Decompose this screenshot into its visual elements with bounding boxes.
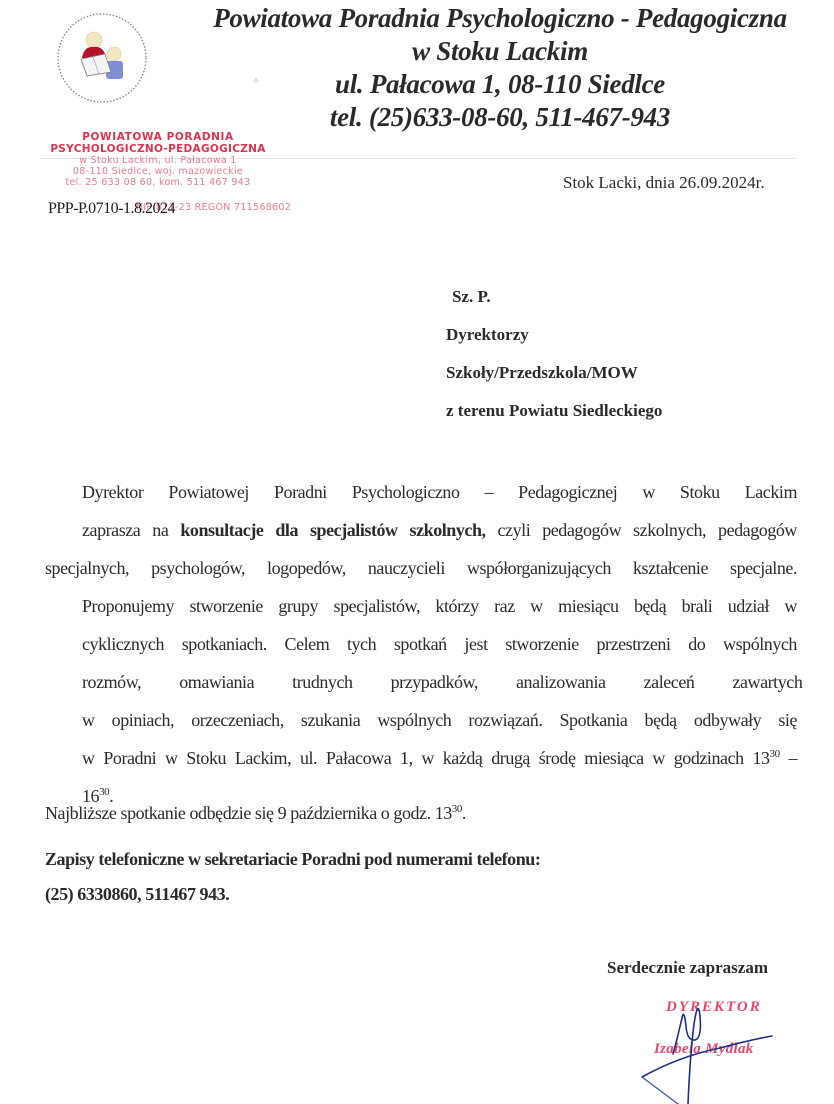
letterhead-address: ul. Pałacowa 1, 08-110 Siedlce [335,69,665,99]
paragraph-line: Dyrektor Powiatowej Poradni Psychologiczno – Pedagogicznej w Stoku Lackim [82,482,797,502]
paragraph-line: w opiniach, orzeczeniach, szukania wspólnych rozwiązań. Spotkania będą odbywały się [82,710,797,730]
superscript: 30 [769,748,780,760]
text-run: Najbliższe spotkanie odbędzie się 9 października o godz. 13 [45,803,452,823]
handwritten-signature-icon [640,996,780,1104]
superscript: 30 [99,786,110,798]
text-run: – [779,748,797,768]
date-line: Stok Lacki, dnia 26.09.2024r. [563,173,765,192]
addressee-line-3: z terenu Powiatu Siedleckiego [446,401,663,420]
stamp-line-1: POWIATOWA PORADNIA [82,131,234,143]
text-run: . [109,786,114,806]
paragraph-line: cyklicznych spotkaniach. Celem tych spotkań jest stworzenie przestrzeni do wspólnych [82,634,797,654]
scan-mark-icon: ⟡ [253,75,259,85]
invitation-paragraph [45,473,803,815]
letterhead-phone: tel. (25)633-08-60, 511-467-943 [329,102,671,132]
reference-number: PPP-P.0710-1.8.2024 [48,200,175,217]
signup-info: Zapisy telefoniczne w sekretariacie Poradni pod numerami telefonu: [45,849,541,869]
paragraph-line [45,739,797,777]
closing-phrase: Serdecznie zapraszam [607,958,768,977]
letterhead-location: w Stoku Lackim [412,36,588,66]
stamp-line-4: 08-110 Siedlce, woj. mazowieckie [72,166,244,177]
signature-stamp-title: DYREKTOR [666,999,762,1015]
text-run: w Poradni w Stoku Lackim, ul. Pałacowa 1, w każdą drugą środę miesiąca w godzinach 13 [82,748,770,768]
emphasized-text: konsultacje dla specjalistów szkolnych, [180,520,486,540]
text-run: czyli pedagogów szkolnych, pedagogów [485,520,797,540]
text-run: 16 [82,786,100,806]
text-run: zaprasza na [82,520,181,540]
institution-stamp [48,131,268,188]
paragraph-line: Proponujemy stworzenie grupy specjalistów, którzy raz w miesiącu będą brali udział w [82,596,797,616]
paragraph-line: specjalnych, psychologów, logopedów, nauczycieli współorganizujących kształcenie specjalne. [45,558,797,578]
addressee-line-1: Dyrektorzy [446,325,529,344]
stamp-line-3: w Stoku Lackim, ul. Pałacowa 1 [79,155,237,166]
paragraph-line: rozmów, omawiania trudnych przypadków, analizowania zaleceń zawartych [82,672,803,692]
stamp-line-6: NIP 821-23 REGON 711568602 [136,202,292,213]
stamp-line-2: PSYCHOLOGICZNO-PEDAGOGICZNA [50,143,266,155]
letterhead-institution-name: Powiatowa Poradnia Psychologiczno - Pedagogiczna [213,3,787,33]
next-meeting-info [45,803,466,824]
institution-logo-icon [48,4,156,112]
superscript: 30 [451,803,462,815]
paragraph-line [45,511,797,549]
signature-stamp-name: Izabela Mydlak [654,1041,754,1057]
addressee-line-2: Szkoły/Przedszkola/MOW [446,363,638,382]
addressee-salutation: Sz. P. [452,287,491,306]
stamp-line-5: tel. 25 633 08 60, kom. 511 467 943 [65,177,251,188]
signup-phone-numbers: (25) 6330860, 511467 943. [45,884,230,904]
text-run: . [461,803,466,823]
